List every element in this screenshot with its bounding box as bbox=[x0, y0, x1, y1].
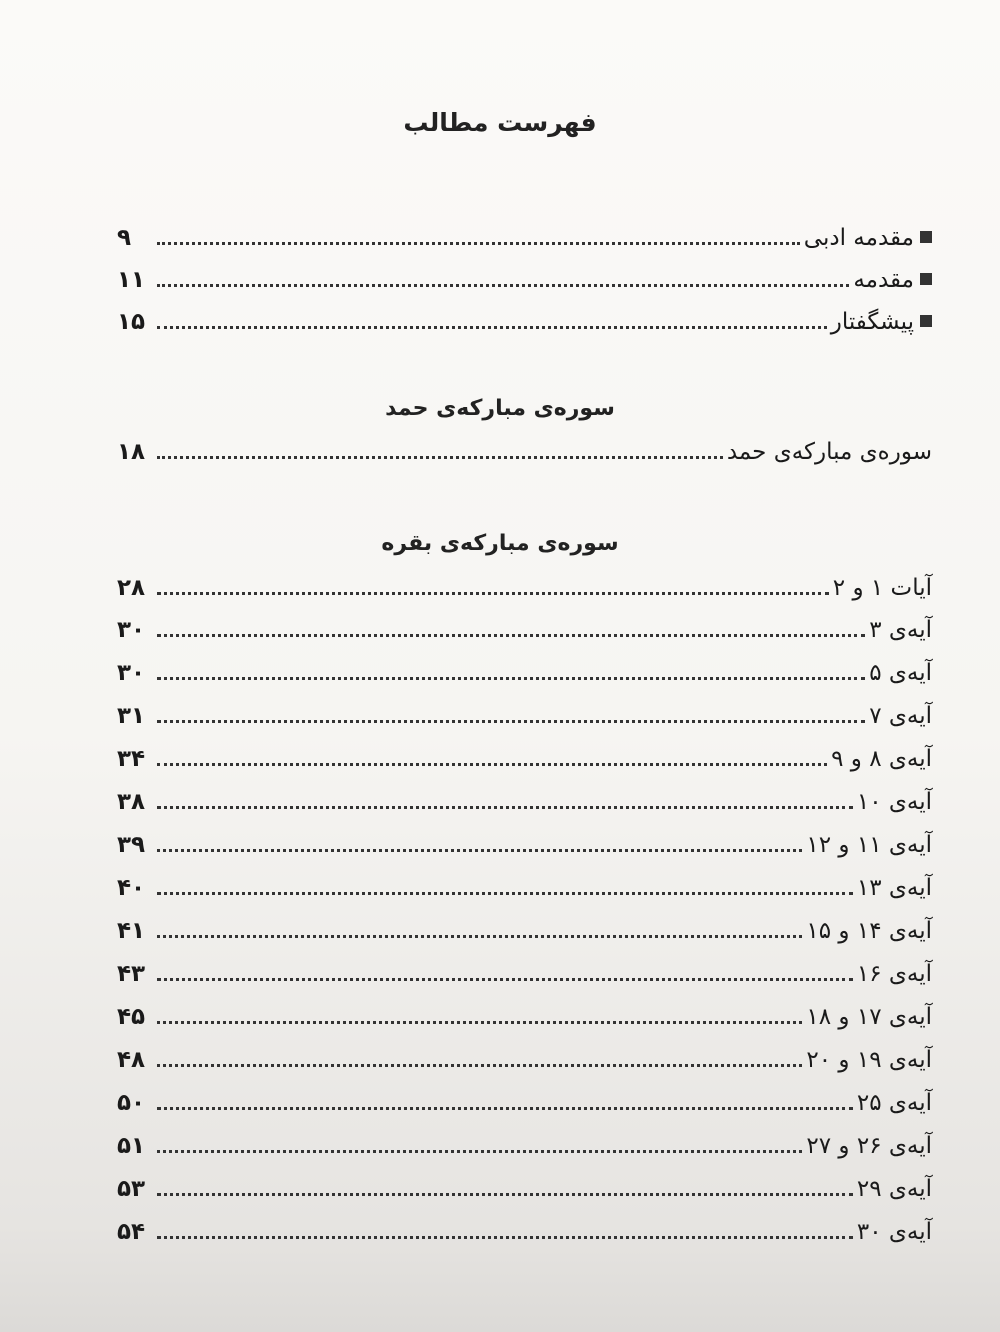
dot-leader bbox=[157, 676, 865, 680]
entry-label: پیشگفتار bbox=[830, 309, 914, 335]
toc-entry[interactable] bbox=[117, 989, 932, 1029]
toc-entry[interactable] bbox=[117, 294, 932, 334]
dot-leader bbox=[157, 977, 853, 981]
dot-leader bbox=[157, 1106, 853, 1110]
dot-leader bbox=[157, 805, 853, 809]
entry-page-number: ۲۸ bbox=[117, 575, 146, 601]
dot-leader bbox=[157, 762, 827, 766]
entry-page-number: ۱۸ bbox=[117, 439, 146, 465]
entry-page-number: ۳۸ bbox=[117, 789, 146, 815]
dot-leader bbox=[157, 848, 802, 852]
dot-leader bbox=[157, 891, 853, 895]
entry-page-number: ۱۵ bbox=[117, 309, 146, 335]
dot-leader bbox=[157, 283, 849, 287]
dot-leader bbox=[157, 1020, 802, 1024]
dot-leader bbox=[157, 591, 829, 595]
entry-label: آیه‌ی ۳ bbox=[869, 617, 932, 643]
entry-page-number: ۳۹ bbox=[117, 832, 146, 858]
entry-page-number: ۳۰ bbox=[117, 660, 146, 686]
entry-page-number: ۳۰ bbox=[117, 617, 146, 643]
toc-entry[interactable] bbox=[117, 1075, 932, 1115]
entry-page-number: ۵۴ bbox=[117, 1219, 146, 1245]
entry-label: آیه‌ی ۱۱ و ۱۲ bbox=[806, 832, 932, 858]
entry-page-number: ۴۱ bbox=[117, 918, 146, 944]
dot-leader bbox=[157, 719, 865, 723]
entry-label: آیه‌ی ۱۶ bbox=[856, 961, 932, 987]
entry-label: آیه‌ی ۲۹ bbox=[856, 1176, 932, 1202]
toc-entry[interactable] bbox=[117, 731, 932, 771]
page-title: فهرست مطالب bbox=[403, 108, 597, 137]
section-heading: سوره‌ی مبارکه‌ی حمد bbox=[385, 396, 615, 421]
entry-label: مقدمه bbox=[853, 267, 914, 293]
section-heading: سوره‌ی مبارکه‌ی بقره bbox=[381, 531, 619, 556]
entry-label: آیه‌ی ۱۷ و ۱۸ bbox=[806, 1004, 932, 1030]
entry-label: مقدمه ادبی bbox=[803, 225, 914, 251]
toc-entry[interactable] bbox=[117, 252, 932, 292]
entry-page-number: ۴۵ bbox=[117, 1004, 146, 1030]
square-bullet-icon bbox=[920, 273, 932, 285]
toc-entry[interactable] bbox=[117, 1161, 932, 1201]
toc-entry[interactable] bbox=[117, 860, 932, 900]
toc-entry[interactable] bbox=[117, 1204, 932, 1244]
entry-label: آیه‌ی ۵ bbox=[869, 660, 932, 686]
entry-label: آیه‌ی ۲۵ bbox=[856, 1090, 932, 1116]
square-bullet-icon bbox=[920, 315, 932, 327]
square-bullet-icon bbox=[920, 231, 932, 243]
toc-entry[interactable] bbox=[117, 946, 932, 986]
toc-entry[interactable] bbox=[117, 424, 932, 464]
dot-leader bbox=[157, 934, 802, 938]
entry-page-number: ۹ bbox=[117, 225, 132, 251]
dot-leader bbox=[157, 1149, 802, 1153]
entry-label: آیه‌ی ۱۹ و ۲۰ bbox=[806, 1047, 932, 1073]
entry-page-number: ۵۱ bbox=[117, 1133, 146, 1159]
entry-label: آیه‌ی ۱۰ bbox=[856, 789, 932, 815]
entry-label: آیه‌ی ۸ و ۹ bbox=[831, 746, 932, 772]
entry-label: آیه‌ی ۷ bbox=[869, 703, 932, 729]
entry-page-number: ۱۱ bbox=[117, 267, 146, 293]
entry-label: آیه‌ی ۲۶ و ۲۷ bbox=[806, 1133, 932, 1159]
entry-page-number: ۴۰ bbox=[117, 875, 146, 901]
entry-page-number: ۴۳ bbox=[117, 961, 146, 987]
toc-entry[interactable] bbox=[117, 1118, 932, 1158]
dot-leader bbox=[157, 1192, 853, 1196]
entry-page-number: ۵۰ bbox=[117, 1090, 146, 1116]
dot-leader bbox=[157, 241, 800, 245]
entry-page-number: ۳۴ bbox=[117, 746, 146, 772]
toc-entry[interactable] bbox=[117, 602, 932, 642]
dot-leader bbox=[157, 455, 723, 459]
entry-page-number: ۳۱ bbox=[117, 703, 146, 729]
toc-entry[interactable] bbox=[117, 645, 932, 685]
entry-label: سوره‌ی مبارکه‌ی حمد bbox=[726, 439, 932, 465]
dot-leader bbox=[157, 325, 827, 329]
toc-entry[interactable] bbox=[117, 903, 932, 943]
entry-page-number: ۵۳ bbox=[117, 1176, 146, 1202]
entry-label: آیه‌ی ۱۴ و ۱۵ bbox=[806, 918, 932, 944]
toc-entry[interactable] bbox=[117, 1032, 932, 1072]
entry-page-number: ۴۸ bbox=[117, 1047, 146, 1073]
entry-label: آیه‌ی ۳۰ bbox=[856, 1219, 932, 1245]
dot-leader bbox=[157, 1235, 853, 1239]
dot-leader bbox=[157, 1063, 802, 1067]
toc-entry[interactable] bbox=[117, 560, 932, 600]
toc-entry[interactable] bbox=[117, 688, 932, 728]
entry-label: آیات ۱ و ۲ bbox=[832, 575, 932, 601]
toc-entry[interactable] bbox=[117, 210, 932, 250]
dot-leader bbox=[157, 633, 865, 637]
entry-label: آیه‌ی ۱۳ bbox=[856, 875, 932, 901]
toc-entry[interactable] bbox=[117, 774, 932, 814]
toc-entry[interactable] bbox=[117, 817, 932, 857]
